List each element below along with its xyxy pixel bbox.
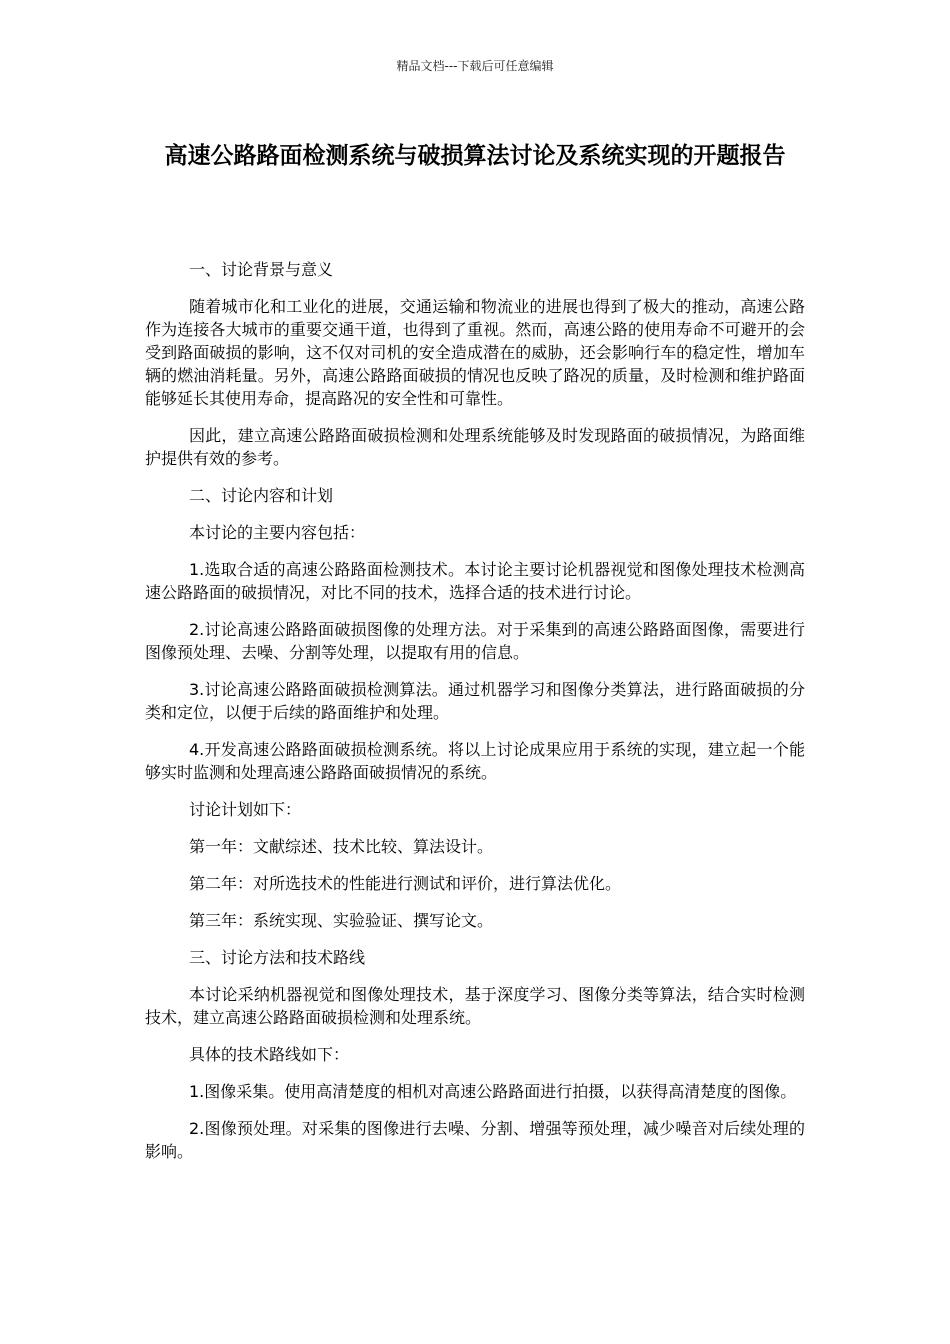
section-heading-background: 一、讨论背景与意义 bbox=[189, 260, 334, 279]
list-item-route-1: 1.图像采集。使用高清楚度的相机对高速公路路面进行拍摄，以获得高清楚度的图像。 bbox=[189, 1082, 797, 1101]
document-title: 高速公路路面检测系统与破损算法讨论及系统实现的开题报告 bbox=[164, 143, 786, 169]
paragraph-background-1: 随着城市化和工业化的进展，交通运输和物流业的进展也得到了极大的推动，高速公路作为连接各大城市的重要交通干道，也得到了重视。然而，高速公路的使用寿命不可避开的会受到路面破损的影响，这不仅对司机的安全造成潜在的威胁，还会影响行车的稳定性，增加车辆的燃油消耗量。另外，高速公路路面破损的情况也反映了路况的质量，及时检测和维护路面能够延长其使用寿命，提高路况的安全性和可靠性。 bbox=[145, 297, 805, 408]
paragraph-content-intro: 本讨论的主要内容包括： bbox=[189, 523, 366, 542]
list-item-content-4: 4.开发高速公路路面破损检测系统。将以上讨论成果应用于系统的实现，建立起一个能够实时监测和处理高速公路路面破损情况的系统。 bbox=[145, 740, 805, 782]
paragraph-plan-intro: 讨论计划如下： bbox=[189, 800, 302, 819]
list-item-content-2: 2.讨论高速公路路面破损图像的处理方法。对于采集到的高速公路路面图像，需要进行图像预处理、去噪、分割等处理，以提取有用的信息。 bbox=[145, 620, 805, 662]
page-header: 精品文档---下载后可任意编辑 bbox=[396, 59, 554, 73]
plan-year-3: 第三年：系统实现、实验验证、撰写论文。 bbox=[189, 911, 494, 930]
plan-year-1: 第一年：文献综述、技术比较、算法设计。 bbox=[189, 837, 494, 856]
list-item-content-3: 3.讨论高速公路路面破损检测算法。通过机器学习和图像分类算法，进行路面破损的分类和定位，以便于后续的路面维护和处理。 bbox=[145, 680, 805, 722]
list-item-content-1: 1.选取合适的高速公路路面检测技术。本讨论主要讨论机器视觉和图像处理技术检测高速公路路面的破损情况，对比不同的技术，选择合适的技术进行讨论。 bbox=[145, 560, 805, 602]
document-body bbox=[145, 258, 805, 1177]
section-heading-content: 二、讨论内容和计划 bbox=[189, 486, 334, 505]
plan-year-2: 第二年：对所选技术的性能进行测试和评价，进行算法优化。 bbox=[189, 874, 622, 893]
paragraph-route-intro: 具体的技术路线如下： bbox=[189, 1045, 350, 1064]
paragraph-method: 本讨论采纳机器视觉和图像处理技术，基于深度学习、图像分类等算法，结合实时检测技术，建立高速公路路面破损检测和处理系统。 bbox=[145, 985, 805, 1027]
list-item-route-2: 2.图像预处理。对采集的图像进行去噪、分割、增强等预处理，减少噪音对后续处理的影响。 bbox=[145, 1119, 805, 1161]
paragraph-background-2: 因此，建立高速公路路面破损检测和处理系统能够及时发现路面的破损情况，为路面维护提供有效的参考。 bbox=[145, 426, 805, 468]
section-heading-method: 三、讨论方法和技术路线 bbox=[189, 948, 366, 967]
